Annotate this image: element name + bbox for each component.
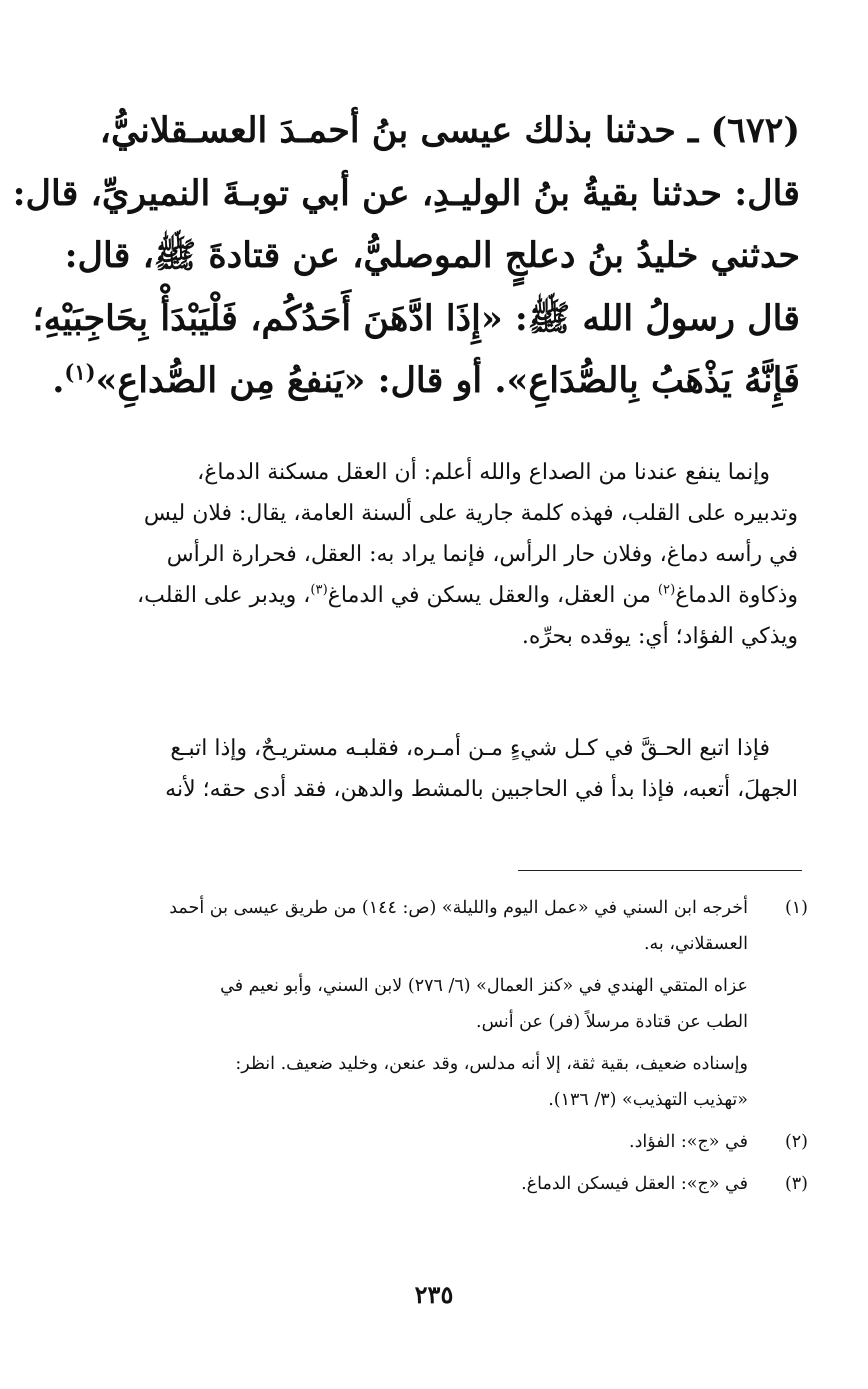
footnote-3 — [60, 1166, 808, 1202]
footnote-1 — [60, 890, 808, 962]
footnote-ref-3: (٣) — [310, 582, 328, 598]
commentary-paragraph-2 — [64, 728, 798, 810]
footnote-number: (٣) — [784, 1174, 808, 1194]
hadith-line: قال: حدثنا بقيةُ بنُ الوليـدِ، عن أبي توبـةَ النميريِّ، قال: — [12, 172, 800, 214]
hadith-line: حدثني خليدُ بنُ دعلجٍ الموصليُّ، عن قتادةَ ﷺ، قال: — [64, 235, 800, 276]
commentary-text: وذكاوة الدماغ — [675, 583, 798, 608]
commentary-line: الجهلَ، أتعبه، فإذا بدأ في الحاجبين بالمشط والدهن، فقد أدى حقه؛ لأنه — [165, 777, 798, 802]
footnote-ref-2: (٢) — [657, 582, 676, 598]
commentary-line: وإنما ينفع عندنا من الصداع والله أعلم: أن العقل مسكنة الدماغ، — [197, 460, 770, 485]
footnote-separator — [518, 870, 802, 871]
footnote-line: عزاه المتقي الهندي في «كنز العمال» (٦/ ٢٧٦) لابن السني، وأبو نعيم في — [220, 976, 748, 996]
footnotes — [60, 890, 808, 1208]
hadith-line: قال رسولُ الله ﷺ: «إِذَا ادَّهَنَ أَحَدُكُم، فَلْيَبْدَأْ بِحَاجِبَيْهِ؛ — [32, 297, 800, 339]
footnote-line: «تهذيب التهذيب» (٣/ ١٣٦). — [548, 1090, 748, 1110]
footnote-line: العسقلاني، به. — [643, 934, 748, 954]
footnote-line: في «ج»: العقل فيسكن الدماغ. — [521, 1174, 748, 1194]
footnote-line: وإسناده ضعيف، بقية ثقة، إلا أنه مدلس، وقد عنعن، وخليد ضعيف. انظر: — [235, 1054, 748, 1074]
commentary-line: في رأسه دماغ، وفلان حار الرأس، فإنما يراد به: العقل، فحرارة الرأس — [166, 542, 798, 567]
commentary-line: فإذا اتبع الحـقَّ في كـل شيءٍ مـن أمـره، فقلبـه مستريـحٌ، وإذا اتبـع — [170, 736, 770, 761]
commentary-line: ويذكي الفؤاد؛ أي: يوقده بحرِّه. — [521, 624, 798, 649]
footnote-1-continuation — [60, 968, 808, 1040]
footnote-number: (١) — [784, 898, 808, 918]
footnote-line: في «ج»: الفؤاد. — [629, 1132, 748, 1152]
footnote-1-continuation — [60, 1046, 808, 1118]
hadith-last-text: فَإِنَّهُ يَذْهَبُ بِالصُّدَاعِ». أو قال: «يَنفعُ مِن الصُّداعِ» — [95, 360, 800, 401]
hadith-line — [52, 350, 800, 413]
footnote-2 — [60, 1124, 808, 1160]
footnote-line: أخرجه ابن السني في «عمل اليوم والليلة» (ص: ١٤٤) من طريق عيسى بن أحمد — [169, 898, 748, 918]
commentary-paragraph-1 — [64, 452, 798, 657]
commentary-line: وتدبيره على القلب، فهذه كلمة جارية على ألسنة العامة، يقال: فلان ليس — [143, 501, 798, 526]
commentary-line — [64, 575, 798, 616]
hadith-last-end: . — [52, 360, 65, 401]
hadith-line: (٦٧٢) ـ حدثنا بذلك عيسى بنُ أحمـدَ العسـقلانيُّ، — [99, 110, 800, 151]
commentary-text: من العقل، والعقل يسكن في الدماغ — [327, 583, 658, 608]
commentary-text: ، ويدبر على القلب، — [137, 583, 311, 608]
page-number: ٢٣٥ — [414, 1280, 454, 1309]
hadith-text — [12, 100, 800, 413]
footnote-ref-1: (١) — [64, 359, 96, 385]
footnote-line: الطب عن قتادة مرسلاً (فر) عن أنس. — [476, 1012, 748, 1032]
footnote-number: (٢) — [784, 1132, 808, 1152]
